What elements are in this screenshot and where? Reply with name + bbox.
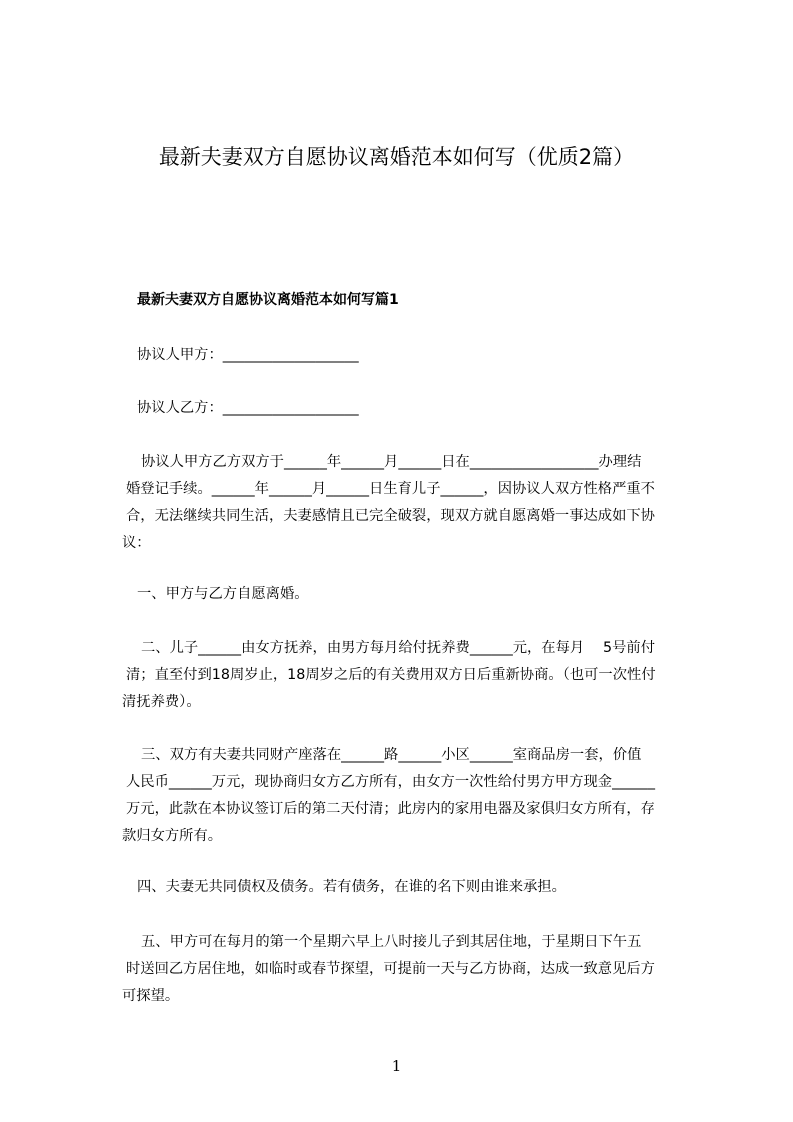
clause-3-line: 人民币______万元，现协商归女方乙方所有，由女方一次性给付男方甲方现金______ [126,774,655,790]
party-a-line: 协议人甲方：___________________ [137,347,359,363]
intro-line: 议： [122,535,151,551]
intro-line: 婚登记手续。______年______月______日生育儿子______，因协议人双方性格严重不 [126,481,655,497]
clause-2-line: 清抚养费）。 [122,694,201,710]
party-b-line: 协议人乙方：___________________ [137,400,359,416]
clause-2-line: 清；直至付到18周岁止，18周岁之后的有关费用双方日后重新协商。（也可一次性付 [126,667,656,683]
clause-5-line: 五、甲方可在每月的第一个星期六早上八时接儿子到其居住地，于星期日下午五 [141,934,642,950]
section-heading: 最新夫妻双方自愿协议离婚范本如何写篇1 [137,292,399,308]
clause-1: 一、甲方与乙方自愿离婚。 [137,586,309,602]
clause-4: 四、夫妻无共同债权及债务。若有债务，在谁的名下则由谁来承担。 [137,879,566,895]
clause-5-line: 时送回乙方居住地，如临时或春节探望，可提前一天与乙方协商，达成一致意见后方 [126,961,655,977]
intro-line: 协议人甲方乙方双方于______年______月______日在__________________办理结 [141,454,642,470]
clause-3-line: 款归女方所有。 [122,828,223,844]
intro-line: 合，无法继续共同生活，夫妻感情且已完全破裂，现双方就自愿离婚一事达成如下协 [126,508,655,524]
page-number: 1 [391,1057,402,1075]
document-title: 最新夫妻双方自愿协议离婚范本如何写（优质2篇） [158,145,635,169]
clause-2-line: 二、儿子______由女方抚养，由男方每月给付抚养费______元，在每月 5号前付 [141,640,656,656]
clause-5-line: 可探望。 [122,988,180,1004]
clause-3-line: 万元，此款在本协议签订后的第二天付清；此房内的家用电器及家俱归女方所有，存 [126,801,655,817]
clause-3-line: 三、双方有夫妻共同财产座落在______路______小区______室商品房一套，价值 [141,747,642,763]
